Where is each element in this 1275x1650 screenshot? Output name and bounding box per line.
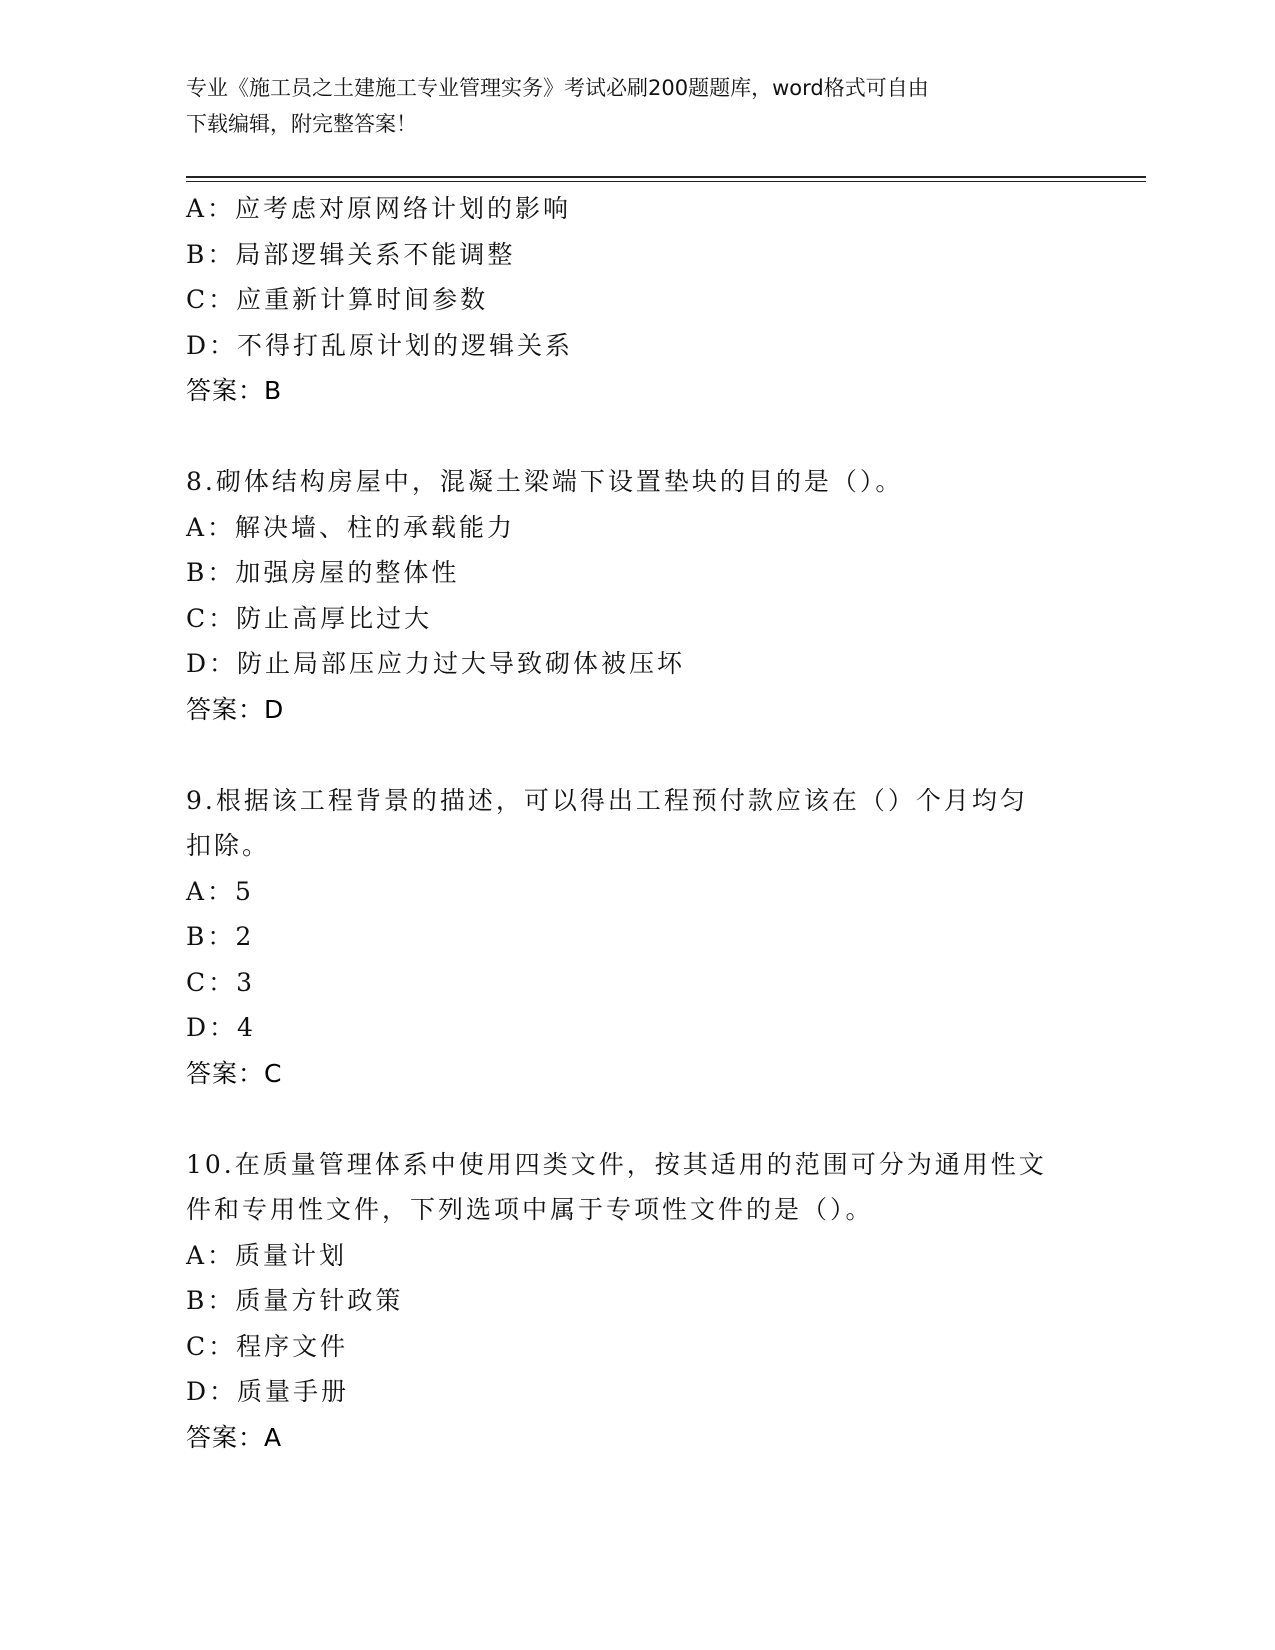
question-stem-line-1: 9.根据该工程背景的描述，可以得出工程预付款应该在（）个月均匀 [186, 785, 1028, 815]
option-a: A：5 [186, 876, 254, 906]
option-c: C：应重新计算时间参数 [186, 285, 489, 314]
option-c: C：程序文件 [186, 1331, 349, 1361]
question-8 [186, 459, 1086, 732]
option-b: B：加强房屋的整体性 [186, 558, 460, 587]
answer-line: 答案：C [186, 1058, 283, 1088]
spacer [186, 414, 1086, 460]
spacer [186, 1096, 1086, 1142]
question-stem-line-2: 扣除。 [186, 831, 271, 860]
answer-line: 答案：B [186, 376, 283, 405]
answer-line: 答案：A [186, 1422, 283, 1452]
header-line-2: 下载编辑，附完整答案！ [186, 112, 417, 136]
option-a: A：质量计划 [186, 1240, 348, 1270]
question-stem-line-2: 件和专用性文件，下列选项中属于专项性文件的是（）。 [186, 1195, 874, 1224]
option-d: D：质量手册 [186, 1377, 350, 1406]
question-7-tail [186, 186, 1086, 414]
question-stem: 8.砌体结构房屋中，混凝土梁端下设置垫块的目的是（）。 [186, 467, 904, 496]
option-c: C：防止高厚比过大 [186, 603, 433, 633]
question-10 [186, 1142, 1086, 1461]
option-d: D：4 [186, 1013, 256, 1042]
option-d: D：不得打乱原计划的逻辑关系 [186, 330, 574, 360]
question-list [186, 186, 1086, 1460]
header-line-1: 专业《施工员之土建施工专业管理实务》考试必刷200题题库，word格式可自由 [186, 76, 929, 100]
header-divider-thin [186, 181, 1146, 182]
option-c: C：3 [186, 967, 256, 997]
spacer [186, 732, 1086, 778]
header-divider-thick [186, 176, 1146, 178]
option-a: A：解决墙、柱的承载能力 [186, 512, 516, 542]
answer-line: 答案：D [186, 694, 285, 724]
option-b: B：局部逻辑关系不能调整 [186, 239, 516, 269]
question-9 [186, 778, 1086, 1097]
option-a: A：应考虑对原网络计划的影响 [186, 194, 572, 223]
option-b: B：2 [186, 922, 255, 951]
document-header [186, 70, 1086, 142]
option-d: D：防止局部压应力过大导致砌体被压坏 [186, 649, 686, 678]
question-stem-line-1: 10.在质量管理体系中使用四类文件，按其适用的范围可分为通用性文 [186, 1149, 1047, 1179]
option-b: B：质量方针政策 [186, 1286, 404, 1315]
